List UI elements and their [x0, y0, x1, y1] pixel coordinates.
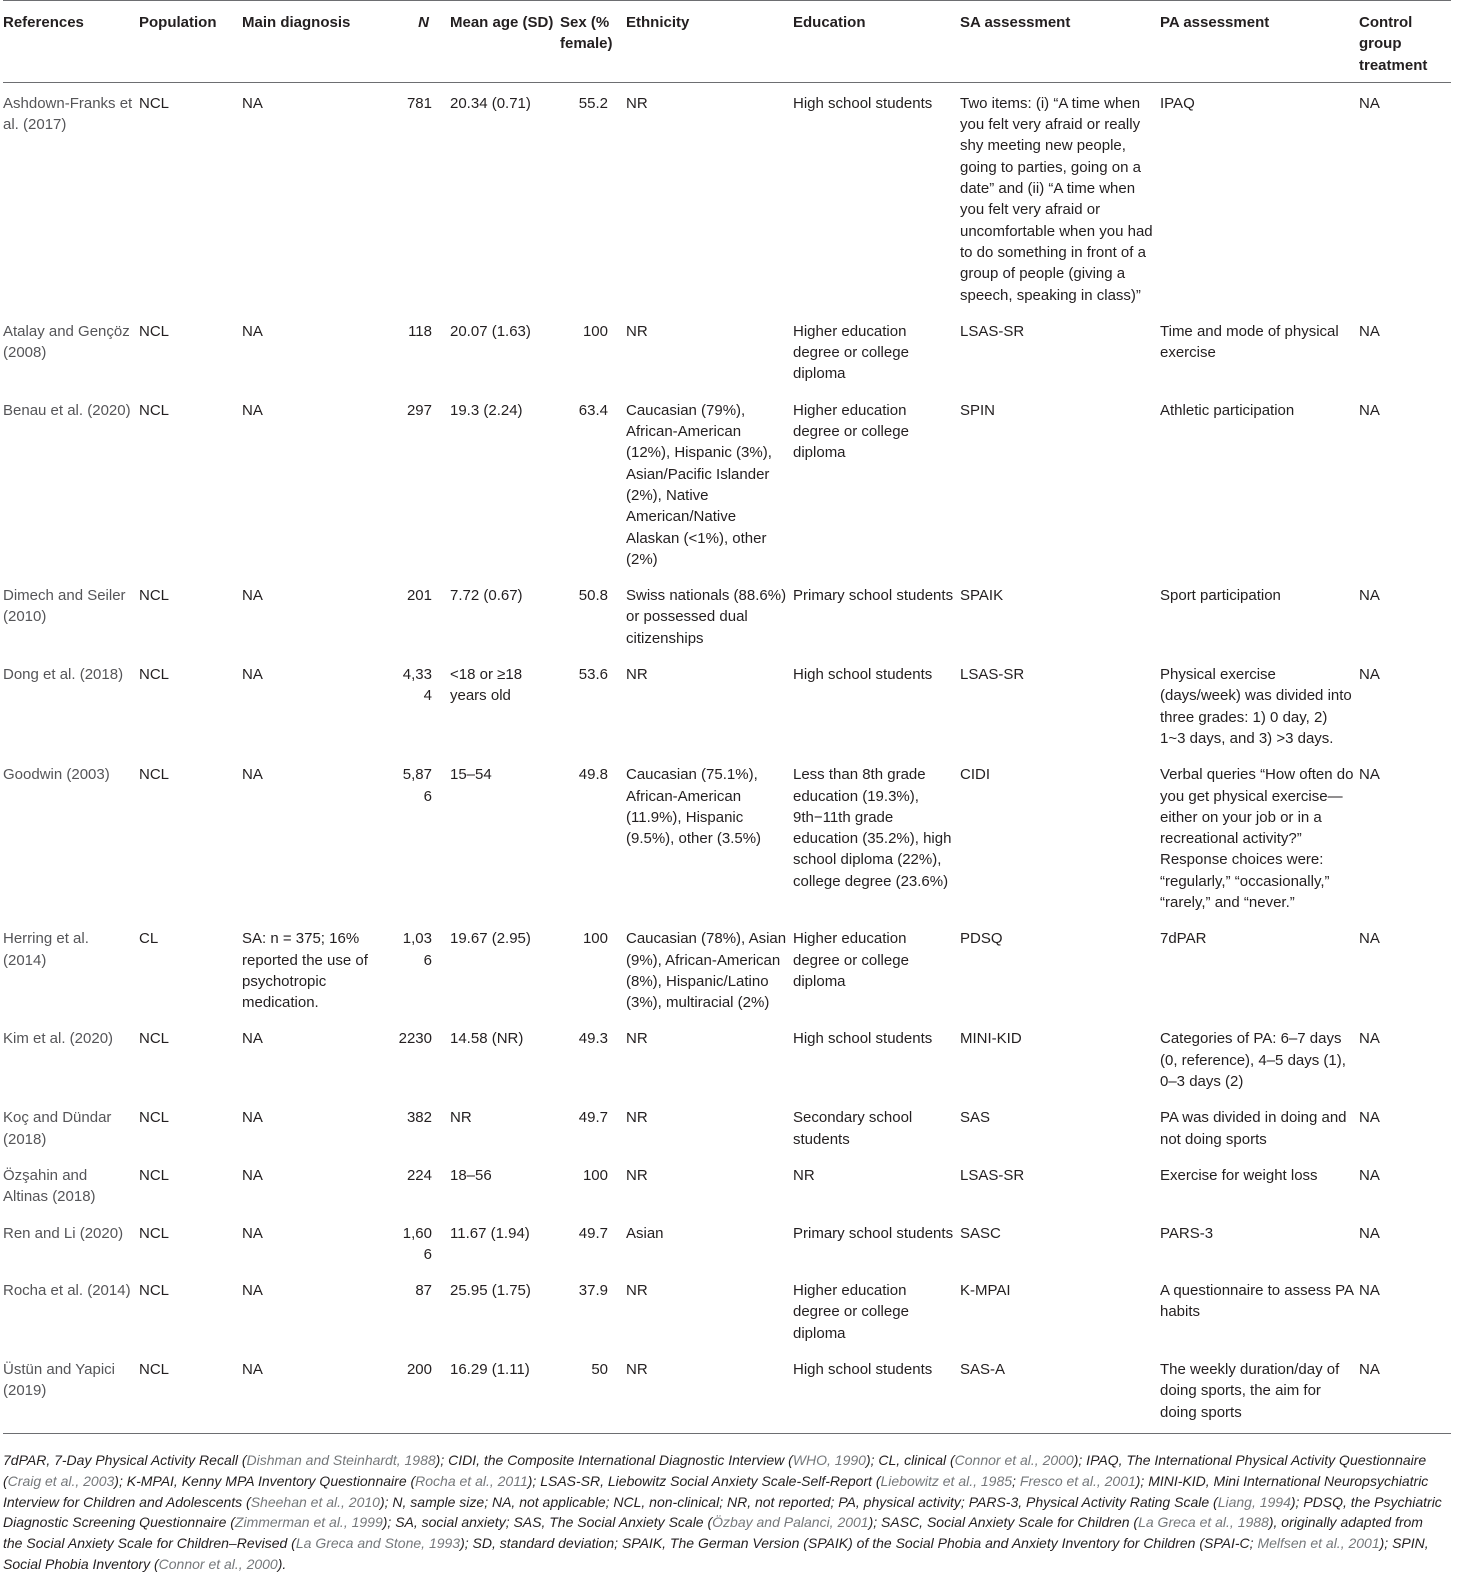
population-cell: NCL: [139, 94, 170, 112]
n-cell: 297: [406, 401, 432, 419]
diagnosis-cell: NA: [242, 1166, 263, 1184]
age-cell: <18 or ≥18 years old: [450, 666, 523, 705]
sex-cell: 49.7: [578, 1224, 608, 1242]
control-cell: NA: [1359, 401, 1380, 419]
pa-assessment-cell: Verbal queries “How often do you get physical exercise—either on your job or in a recreational activity?” Response choices were: “regularly,” “occasionally,” “rarely,” and “never.”: [1160, 766, 1354, 911]
control-cell: NA: [1359, 322, 1380, 340]
reference-link[interactable]: Ashdown-Franks et al. (2017): [3, 94, 133, 134]
sa-assessment-cell: SPIN: [960, 401, 996, 419]
citation-link[interactable]: Connor et al., 2000: [954, 1451, 1074, 1468]
age-cell: 25.95 (1.75): [450, 1282, 531, 1300]
sa-assessment-cell: Two items: (i) “A time when you felt very afraid or really shy meeting new people, going to parties, going on a date” and (ii) “A time when you felt very afraid or uncomfortable when you had to do something in front of a group of people (giving a speech, speaking in class)”: [960, 94, 1153, 304]
n-cell: 1,606: [402, 1224, 432, 1263]
sa-assessment-cell: LSAS-SR: [960, 666, 1025, 684]
citation-link[interactable]: Connor et al., 2000: [158, 1555, 278, 1572]
education-cell: High school students: [793, 666, 933, 684]
education-cell: High school students: [793, 1361, 933, 1379]
citation-link[interactable]: Zimmerman et al., 1999: [234, 1514, 383, 1531]
reference-link[interactable]: Koç and Dündar (2018): [3, 1109, 112, 1148]
header-control: Control group treatment: [1359, 1, 1451, 83]
citation-link[interactable]: Melfsen et al., 2001: [1257, 1535, 1380, 1552]
diagnosis-cell: SA: n = 375; 16% reported the use of psychotropic medication.: [242, 930, 368, 1012]
education-cell: Less than 8th grade education (19.3%), 9th−11th grade education (35.2%), high school diploma (22%), college degree (23.6%): [793, 766, 952, 890]
header-mean-age: Mean age (SD): [450, 1, 560, 83]
n-cell: 781: [406, 94, 432, 112]
sa-assessment-cell: SASC: [960, 1224, 1001, 1242]
age-cell: 16.29 (1.11): [450, 1361, 530, 1379]
table-row: [3, 918, 1451, 1018]
n-cell: 200: [406, 1361, 432, 1379]
citation-link[interactable]: WHO, 1990: [792, 1451, 866, 1468]
table-row: [3, 1018, 1451, 1097]
diagnosis-cell: NA: [242, 1224, 263, 1242]
pa-assessment-cell: Athletic participation: [1160, 401, 1295, 419]
footnote-text: ); CL, clinical (: [865, 1451, 955, 1468]
sa-assessment-cell: SAS-A: [960, 1361, 1006, 1379]
table-row: [3, 82, 1451, 310]
population-cell: NCL: [139, 1224, 170, 1242]
citation-link[interactable]: Liebowitz et al., 1985: [880, 1472, 1013, 1489]
sex-cell: 53.6: [578, 666, 608, 684]
education-cell: Higher education degree or college diploma: [793, 1282, 909, 1342]
sex-cell: 55.2: [578, 94, 608, 112]
control-cell: NA: [1359, 666, 1380, 684]
pa-assessment-cell: PARS-3: [1160, 1224, 1214, 1242]
ethnicity-cell: Caucasian (79%), African-American (12%), Hispanic (3%), Asian/Pacific Islander (2%), Native American/Native Alaskan (<1%), other (2%): [626, 401, 772, 568]
footnote-text: 7dPAR, 7-Day Physical Activity Recall (: [3, 1451, 247, 1468]
footnote-text: ); LSAS-SR, Liebowitz Social Anxiety Scale-Self-Report (: [527, 1472, 881, 1489]
education-cell: Secondary school students: [793, 1109, 913, 1148]
diagnosis-cell: NA: [242, 1030, 263, 1048]
sa-assessment-cell: CIDI: [960, 766, 990, 784]
control-cell: NA: [1359, 930, 1380, 948]
population-cell: CL: [139, 930, 159, 948]
population-cell: NCL: [139, 1166, 170, 1184]
n-cell: 201: [406, 587, 432, 605]
pa-assessment-cell: Sport participation: [1160, 587, 1281, 605]
reference-link[interactable]: Özşahin and Altinas (2018): [3, 1166, 96, 1206]
age-cell: NR: [450, 1109, 472, 1127]
footnote-text: ), originally adapted from the Social Anxiety Scale for Children–Revised (: [3, 1514, 1423, 1552]
ethnicity-cell: NR: [626, 1361, 648, 1379]
education-cell: Higher education degree or college diploma: [793, 930, 909, 990]
footnote-text: ); SA, social anxiety; SAS, The Social Anxiety Scale (: [382, 1514, 713, 1531]
population-cell: NCL: [139, 1030, 170, 1048]
reference-link[interactable]: Benau et al. (2020): [3, 401, 131, 419]
ethnicity-cell: NR: [626, 94, 648, 112]
population-cell: NCL: [139, 401, 170, 419]
reference-link[interactable]: Üstün and Yapici (2019): [3, 1361, 116, 1400]
footnote-text: ); K-MPAI, Kenny MPA Inventory Questionnaire (: [114, 1472, 416, 1489]
sex-cell: 100: [582, 322, 608, 340]
sa-assessment-cell: MINI-KID: [960, 1030, 1022, 1048]
diagnosis-cell: NA: [242, 401, 263, 419]
reference-link[interactable]: Atalay and Gençöz (2008): [3, 322, 130, 362]
diagnosis-cell: NA: [242, 94, 263, 112]
citation-link[interactable]: Rocha et al., 2011: [415, 1472, 528, 1489]
sa-assessment-cell: PDSQ: [960, 930, 1003, 948]
pa-assessment-cell: Exercise for weight loss: [1160, 1166, 1318, 1184]
pa-assessment-cell: IPAQ: [1160, 94, 1195, 112]
citation-link[interactable]: Craig et al., 2003: [7, 1472, 115, 1489]
sa-assessment-cell: SAS: [960, 1109, 991, 1127]
control-cell: NA: [1359, 587, 1380, 605]
education-cell: Higher education degree or college diploma: [793, 322, 909, 383]
table-row: [3, 1155, 1451, 1213]
study-characteristics-table: [3, 0, 1451, 1575]
footnote-text: ); IPAQ, The International Physical Activity Questionnaire (: [3, 1451, 1427, 1489]
ethnicity-cell: Swiss nationals (88.6%) or possessed dual citizenships: [626, 587, 787, 647]
ethnicity-cell: Caucasian (75.1%), African-American (11.9%), Hispanic (9.5%), other (3.5%): [626, 766, 762, 848]
education-cell: Primary school students: [793, 587, 954, 605]
age-cell: 19.3 (2.24): [450, 401, 523, 419]
footnote-text: ); CIDI, the Composite International Diagnostic Interview (: [435, 1451, 793, 1468]
control-cell: NA: [1359, 1166, 1380, 1184]
control-cell: NA: [1359, 1224, 1380, 1242]
table-row: [3, 575, 1451, 654]
header-education: Education: [793, 1, 960, 83]
ethnicity-cell: Caucasian (78%), Asian (9%), African-American (8%), Hispanic/Latino (3%), multiracial (2%): [626, 930, 787, 1012]
header-pa-assessment: PA assessment: [1160, 1, 1359, 83]
n-cell: 382: [406, 1109, 432, 1127]
pa-assessment-cell: Physical exercise (days/week) was divided into three grades: 1) 0 day, 2) 1~3 days, and 3) >3 days.: [1160, 666, 1352, 747]
footnote-text: ); SPIN, Social Phobia Inventory (: [3, 1535, 1429, 1572]
footnote-text: ); N, sample size; NA, not applicable; NCL, non-clinical; NR, not reported; PA, physical activity; PARS-3, Physical Activity Rating Scale (: [379, 1493, 1218, 1510]
n-cell: 2230: [398, 1030, 432, 1048]
population-cell: NCL: [139, 1109, 170, 1127]
sex-cell: 49.7: [578, 1109, 608, 1127]
table-row: [3, 1213, 1451, 1271]
age-cell: 15–54: [450, 766, 492, 784]
population-cell: NCL: [139, 766, 170, 784]
reference-link[interactable]: Dong et al. (2018): [3, 666, 124, 684]
age-cell: 20.07 (1.63): [450, 322, 531, 340]
sa-assessment-cell: LSAS-SR: [960, 1166, 1025, 1184]
education-cell: NR: [793, 1166, 815, 1184]
diagnosis-cell: NA: [242, 1282, 263, 1300]
ethnicity-cell: NR: [626, 1109, 648, 1127]
table-row: [3, 390, 1451, 575]
diagnosis-cell: NA: [242, 1109, 263, 1127]
age-cell: 14.58 (NR): [450, 1030, 524, 1048]
footnote-text: ); MINI-KID, Mini International Neuropsychiatric Interview for Children and Adolescents (: [3, 1472, 1429, 1510]
sa-assessment-cell: SPAIK: [960, 587, 1004, 605]
header-sa-assessment: SA assessment: [960, 1, 1160, 83]
pa-assessment-cell: Time and mode of physical exercise: [1160, 322, 1339, 362]
ethnicity-cell: NR: [626, 322, 648, 340]
ethnicity-cell: NR: [626, 1166, 648, 1184]
n-cell: 87: [415, 1282, 432, 1300]
ethnicity-cell: NR: [626, 1282, 648, 1300]
table-footnote-row: [3, 1433, 1451, 1574]
citation-link[interactable]: Sheehan et al., 2010: [250, 1493, 380, 1510]
footnote-text: ); SD, standard deviation; SPAIK, The German Version (SPAIK) of the Social Phobia and Anxiety Inventory for Children (SPAI-C;: [460, 1535, 1258, 1552]
age-cell: 11.67 (1.94): [450, 1224, 530, 1242]
population-cell: NCL: [139, 587, 170, 605]
pa-assessment-cell: The weekly duration/day of doing sports, the aim for doing sports: [1160, 1361, 1340, 1421]
diagnosis-cell: NA: [242, 766, 263, 784]
citation-link[interactable]: Dishman and Steinhardt, 1988: [246, 1451, 436, 1468]
sex-cell: 100: [582, 1166, 608, 1184]
sex-cell: 37.9: [578, 1282, 608, 1300]
table-footnote: [3, 1433, 1451, 1574]
population-cell: NCL: [139, 666, 170, 684]
table-row: [3, 754, 1451, 918]
age-cell: 19.67 (2.95): [450, 930, 531, 948]
header-n: N: [397, 1, 450, 83]
pa-assessment-cell: PA was divided in doing and not doing sports: [1160, 1109, 1347, 1148]
control-cell: NA: [1359, 1282, 1380, 1300]
age-cell: 7.72 (0.67): [450, 587, 523, 605]
education-cell: Primary school students: [793, 1224, 954, 1242]
control-cell: NA: [1359, 766, 1380, 784]
citation-link[interactable]: Fresco et al., 2001: [1019, 1472, 1136, 1489]
control-cell: NA: [1359, 1361, 1380, 1379]
sa-assessment-cell: K-MPAI: [960, 1282, 1011, 1300]
footnote-text: ).: [277, 1555, 287, 1572]
table-row: [3, 1270, 1451, 1349]
population-cell: NCL: [139, 322, 170, 340]
sex-cell: 50: [591, 1361, 608, 1379]
diagnosis-cell: NA: [242, 666, 263, 684]
reference-link[interactable]: Rocha et al. (2014): [3, 1282, 131, 1300]
sex-cell: 49.8: [578, 766, 608, 784]
header-main-diagnosis: Main diagnosis: [242, 1, 397, 83]
footnote-text: ); SASC, Social Anxiety Scale for Children (: [868, 1514, 1139, 1531]
header-references: References: [3, 1, 139, 83]
citation-link[interactable]: Liang, 1994: [1217, 1493, 1291, 1510]
education-cell: Higher education degree or college diploma: [793, 401, 909, 462]
sex-cell: 100: [582, 930, 608, 948]
sex-cell: 50.8: [578, 587, 608, 605]
reference-link[interactable]: Herring et al. (2014): [3, 930, 89, 969]
table-row: [3, 1349, 1451, 1433]
table-row: [3, 311, 1451, 390]
footnote-text: ); PDSQ, the Psychiatric Diagnostic Screening Questionnaire (: [3, 1493, 1442, 1531]
n-cell: 5,876: [402, 766, 432, 805]
header-sex: Sex (% female): [560, 1, 626, 83]
diagnosis-cell: NA: [242, 322, 263, 340]
header-ethnicity: Ethnicity: [626, 1, 793, 83]
reference-link[interactable]: Dimech and Seiler (2010): [3, 587, 126, 626]
n-cell: 118: [408, 322, 432, 340]
sex-cell: 49.3: [578, 1030, 608, 1048]
header-population: Population: [139, 1, 242, 83]
table-row: [3, 1097, 1451, 1155]
education-cell: High school students: [793, 94, 933, 112]
sex-cell: 63.4: [578, 401, 608, 419]
citation-link[interactable]: La Greca et al., 1988: [1138, 1514, 1269, 1531]
footnote-text: ;: [1012, 1472, 1020, 1489]
diagnosis-cell: NA: [242, 587, 263, 605]
population-cell: NCL: [139, 1282, 170, 1300]
diagnosis-cell: NA: [242, 1361, 263, 1379]
citation-link[interactable]: La Greca and Stone, 1993: [295, 1535, 461, 1552]
sa-assessment-cell: LSAS-SR: [960, 322, 1025, 340]
pa-assessment-cell: 7dPAR: [1160, 930, 1207, 948]
reference-link[interactable]: Kim et al. (2020): [3, 1030, 114, 1048]
n-cell: 224: [406, 1166, 432, 1184]
citation-link[interactable]: Özbay and Palanci, 2001: [712, 1514, 869, 1531]
table-header-row: [3, 1, 1451, 83]
n-cell: 1,036: [402, 930, 432, 969]
ethnicity-cell: Asian: [626, 1224, 664, 1242]
control-cell: NA: [1359, 1109, 1380, 1127]
ethnicity-cell: NR: [626, 666, 648, 684]
table-row: [3, 654, 1451, 754]
control-cell: NA: [1359, 1030, 1380, 1048]
control-cell: NA: [1359, 94, 1380, 112]
population-cell: NCL: [139, 1361, 170, 1379]
reference-link[interactable]: Goodwin (2003): [3, 766, 110, 784]
age-cell: 20.34 (0.71): [450, 94, 531, 112]
reference-link[interactable]: Ren and Li (2020): [3, 1224, 124, 1242]
education-cell: High school students: [793, 1030, 933, 1048]
n-cell: 4,334: [402, 666, 432, 705]
age-cell: 18–56: [450, 1166, 492, 1184]
ethnicity-cell: NR: [626, 1030, 648, 1048]
pa-assessment-cell: Categories of PA: 6–7 days (0, reference), 4–5 days (1), 0–3 days (2): [1160, 1030, 1346, 1091]
pa-assessment-cell: A questionnaire to assess PA habits: [1160, 1282, 1354, 1321]
